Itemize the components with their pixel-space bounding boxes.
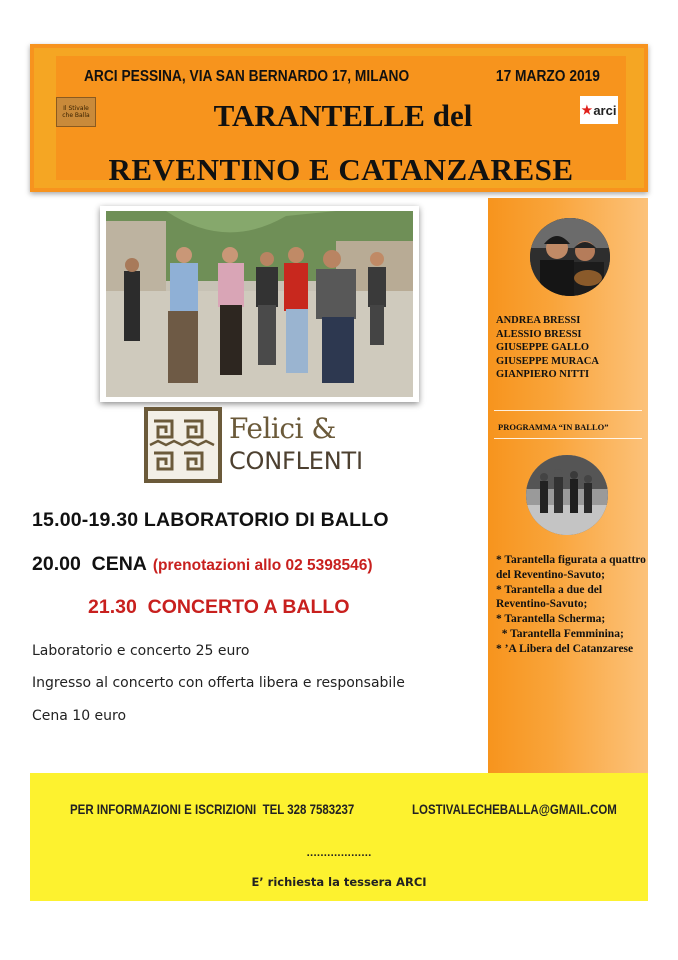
arci-logo (580, 96, 618, 124)
schedule-dinner (32, 553, 373, 576)
price-concert-entry: Ingresso al concerto con offerta libera e responsabile (32, 675, 405, 691)
musicians-photo (530, 218, 610, 296)
event-date: 17 MARZO 2019 (495, 68, 600, 85)
dotted-separator: ................... (306, 849, 372, 859)
program-item: * ’A Libera del Catanzarese (496, 642, 634, 655)
musician-name: ALESSIO BRESSI (496, 328, 582, 340)
musicians-sidebar (488, 198, 648, 773)
divider (494, 438, 642, 439)
musician-name: GIUSEPPE GALLO (496, 342, 590, 353)
dinner-reservation: (prenotazioni allo 02 5398546) (152, 557, 373, 574)
contact-email[interactable]: LOSTIVALECHEBALLA@GMAIL.COM (412, 801, 617, 817)
arci-logo-text: arci (593, 102, 617, 118)
musician-name: GIUSEPPE MURACA (496, 355, 599, 367)
band-name-line2: CONFLENTI (229, 447, 363, 475)
schedule-concert: 21.30 CONCERTO A BALLO (88, 596, 350, 618)
contact-phone: PER INFORMAZIONI E ISCRIZIONI TEL 328 7583237 (70, 801, 355, 817)
program-item: * Tarantella a due del Reventino-Savuto; (496, 583, 603, 611)
program-item: * Tarantella Scherma; (496, 613, 606, 626)
header-inner (56, 56, 626, 187)
dancers-photo (526, 455, 608, 535)
event-title-line2: REVENTINO E CATANZARESE (108, 152, 574, 187)
dance-photo (106, 211, 413, 397)
header-banner (30, 44, 648, 192)
stivale-logo-text: Il Stivale che Balla (62, 105, 90, 119)
program-item: * Tarantella Femminina; (496, 627, 624, 640)
musicians-list (496, 314, 646, 382)
band-logo-icon (144, 407, 222, 483)
program-title: PROGRAMMA “IN BALLO” (498, 422, 609, 432)
divider (494, 410, 642, 411)
footer-banner (30, 773, 648, 901)
price-workshop-concert: Laboratorio e concerto 25 euro (32, 643, 250, 659)
musician-name: GIANPIERO NITTI (496, 369, 590, 380)
stivale-logo (56, 97, 96, 127)
event-title-line1: TARANTELLE del (213, 98, 473, 133)
dinner-time: 20.00 CENA (32, 553, 147, 575)
star-icon: ★ (581, 103, 593, 117)
venue-address: ARCI PESSINA, VIA SAN BERNARDO 17, MILANO (84, 68, 410, 85)
program-item: * Tarantella figurata a quattro del Reventino-Savuto; (496, 554, 646, 581)
schedule-workshop: 15.00-19.30 LABORATORIO DI BALLO (32, 509, 389, 531)
dance-photo-frame (100, 206, 419, 402)
membership-note: E’ richiesta la tessera ARCI (251, 875, 427, 889)
musician-name: ANDREA BRESSI (496, 315, 581, 326)
price-dinner: Cena 10 euro (32, 708, 127, 724)
band-name-line1: Felici & (229, 412, 336, 445)
program-list (496, 553, 646, 657)
